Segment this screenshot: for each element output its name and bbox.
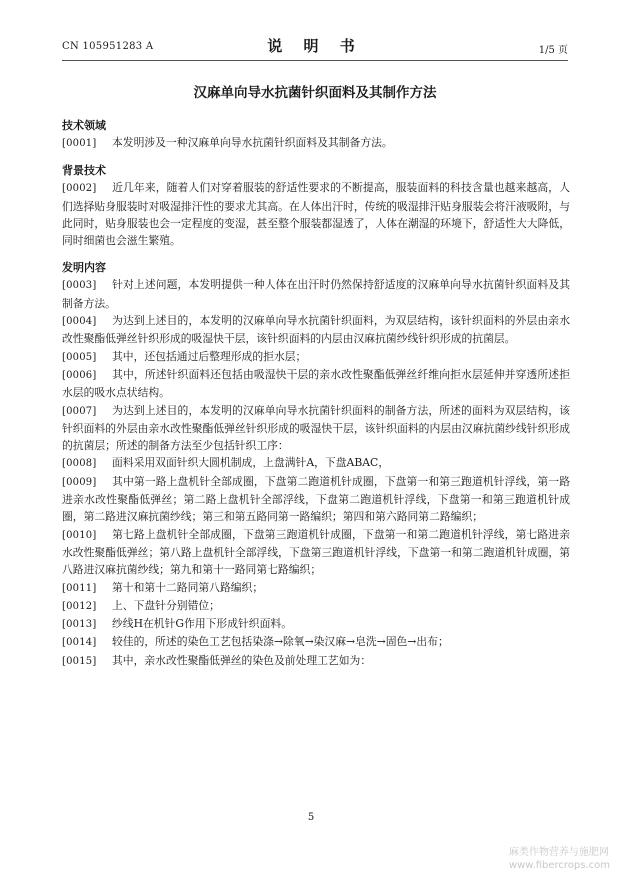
paragraph-number: [0007] <box>62 405 97 417</box>
paragraph <box>62 179 570 249</box>
page-header <box>62 34 568 61</box>
paragraph-number: [0001] <box>62 138 97 149</box>
paragraph-number: [0002] <box>62 183 97 195</box>
paragraph-number: [0013] <box>62 619 97 631</box>
paragraph <box>62 134 570 152</box>
patent-number: CN 105951283 A <box>62 41 154 52</box>
watermark <box>509 846 610 872</box>
paragraph-text: 面料采用双面针织大圆机制成，上盘满针A，下盘ABAC， <box>112 456 390 470</box>
paragraph-number: [0006] <box>62 369 97 381</box>
paragraph-text: 为达到上述目的，本发明的汉麻单向导水抗菌针织面料的制备方法，所述的面料为双层结构，该针织面料的外层由亲水改性聚酯低弹丝针织形成的吸湿快干层，该针织面料的内层由汉麻抗菌纱线针织形成的抗菌层；所述的制备方法至少包括针织工序： <box>62 403 570 453</box>
paragraph-text: 针对上述问题，本发明提供一种人体在出汗时仍然保持舒适度的汉麻单向导水抗菌针织面料及其制备方法。 <box>62 278 570 310</box>
paragraph-number: [0010] <box>62 529 97 541</box>
paragraph-number: [0012] <box>62 600 97 612</box>
paragraph-text: 本发明涉及一种汉麻单向导水抗菌针织面料及其制备方法。 <box>112 136 393 149</box>
paragraph-number: [0004] <box>62 316 97 328</box>
paragraph-text: 上、下盘针分别错位； <box>112 598 220 612</box>
paragraph <box>62 579 570 597</box>
paragraph-text: 第十和第十二路同第八路编织； <box>112 580 264 594</box>
paragraph-number: [0008] <box>62 458 97 470</box>
paragraph-text: 其中第一路上盘机针全部成圈，下盘第二跑道机针成圈，下盘第一和第三跑道机针浮线，第一路进亲水改性聚酯低弹丝；第二路上盘机针全部浮线，下盘第二跑道机针浮线，下盘第一和第三跑道机针成圈，第二路进汉麻抗菌纱线；第三和第五路同第一路编织；第四和第六路同第二路编织； <box>62 474 570 524</box>
watermark-site-name: 麻类作物营养与施肥网 <box>508 847 609 858</box>
paragraph-number: [0014] <box>62 637 97 649</box>
paragraph-text: 其中，亲水改性聚酯低弹丝的染色及前处理工艺如为： <box>112 653 372 667</box>
paragraph-text: 近几年来，随着人们对穿着服装的舒适性要求的不断提高，服装面料的科技含量也越来越高，人们选择贴身服装时对吸湿排汗性的要求尤其高。在人体出汗时，传统的吸湿排汗贴身服装会将汗液吸附，与此同时，贴身服装也会一定程度的变湿，甚至整个服装都湿透了，人体在潮湿的环境下，舒适性大大降低，同时细菌也会滋生繁殖。 <box>62 181 570 248</box>
paragraph <box>62 615 570 633</box>
paragraph <box>62 276 570 312</box>
page-info: 1/5 页 <box>538 45 568 56</box>
paragraph <box>62 526 570 579</box>
watermark-url: www.fibercrops.com <box>508 860 610 871</box>
paragraph-number: [0009] <box>62 476 97 488</box>
paragraph-text: 其中，所述针织面料还包括由吸湿快干层的亲水改性聚酯低弹丝纤维向拒水层延伸并穿透所述拒水层的吸水点状结构。 <box>62 367 570 400</box>
paragraph-number: [0003] <box>62 280 97 292</box>
paragraph-text: 纱线H在机针G作用下形成针织面料。 <box>112 617 292 631</box>
section-heading-summary: 发明内容 <box>62 261 106 275</box>
paragraph-number: [0015] <box>62 655 97 667</box>
paragraph <box>62 454 570 472</box>
paragraph-text: 第七路上盘机针全部成圈，下盘第三跑道机针成圈，下盘第一和第二跑道机针浮线，第七路进亲水改性聚酯低弹丝；第八路上盘机针全部浮线，下盘第三跑道机针浮线，下盘第一和第二跑道机针成圈，第八路进汉麻抗菌纱线；第九和第十一路同第七路编织； <box>62 527 570 577</box>
document-title: 汉麻单向导水抗菌针织面料及其制作方法 <box>193 85 437 101</box>
section-heading-technical-field: 技术领域 <box>62 119 106 132</box>
section-heading-background: 背景技术 <box>62 164 106 178</box>
paragraph-text: 较佳的，所述的染色工艺包括染涤→除氧→染汉麻→皂洗→固色→出布； <box>112 635 449 649</box>
document-body <box>62 117 570 670</box>
document-type: 说 明 书 <box>267 37 363 55</box>
paragraph-text: 为达到上述目的，本发明的汉麻单向导水抗菌针织面料，为双层结构，该针织面料的外层由亲水改性聚酯低弹丝针织形成的吸湿快干层，该针织面料的内层由汉麻抗菌纱线针织形成的抗菌层。 <box>62 314 570 346</box>
paragraph-text: 其中，还包括通过后整理形成的拒水层； <box>112 349 307 363</box>
paragraph-number: [0011] <box>62 582 97 594</box>
paragraph <box>62 348 570 366</box>
paragraph <box>62 402 570 455</box>
paragraph <box>62 597 570 615</box>
paragraph <box>62 473 570 526</box>
page-number: 5 <box>307 812 315 823</box>
paragraph <box>62 633 570 651</box>
paragraph-number: [0005] <box>62 351 97 363</box>
paragraph <box>62 652 570 670</box>
paragraph <box>62 312 570 348</box>
paragraph <box>62 366 570 402</box>
